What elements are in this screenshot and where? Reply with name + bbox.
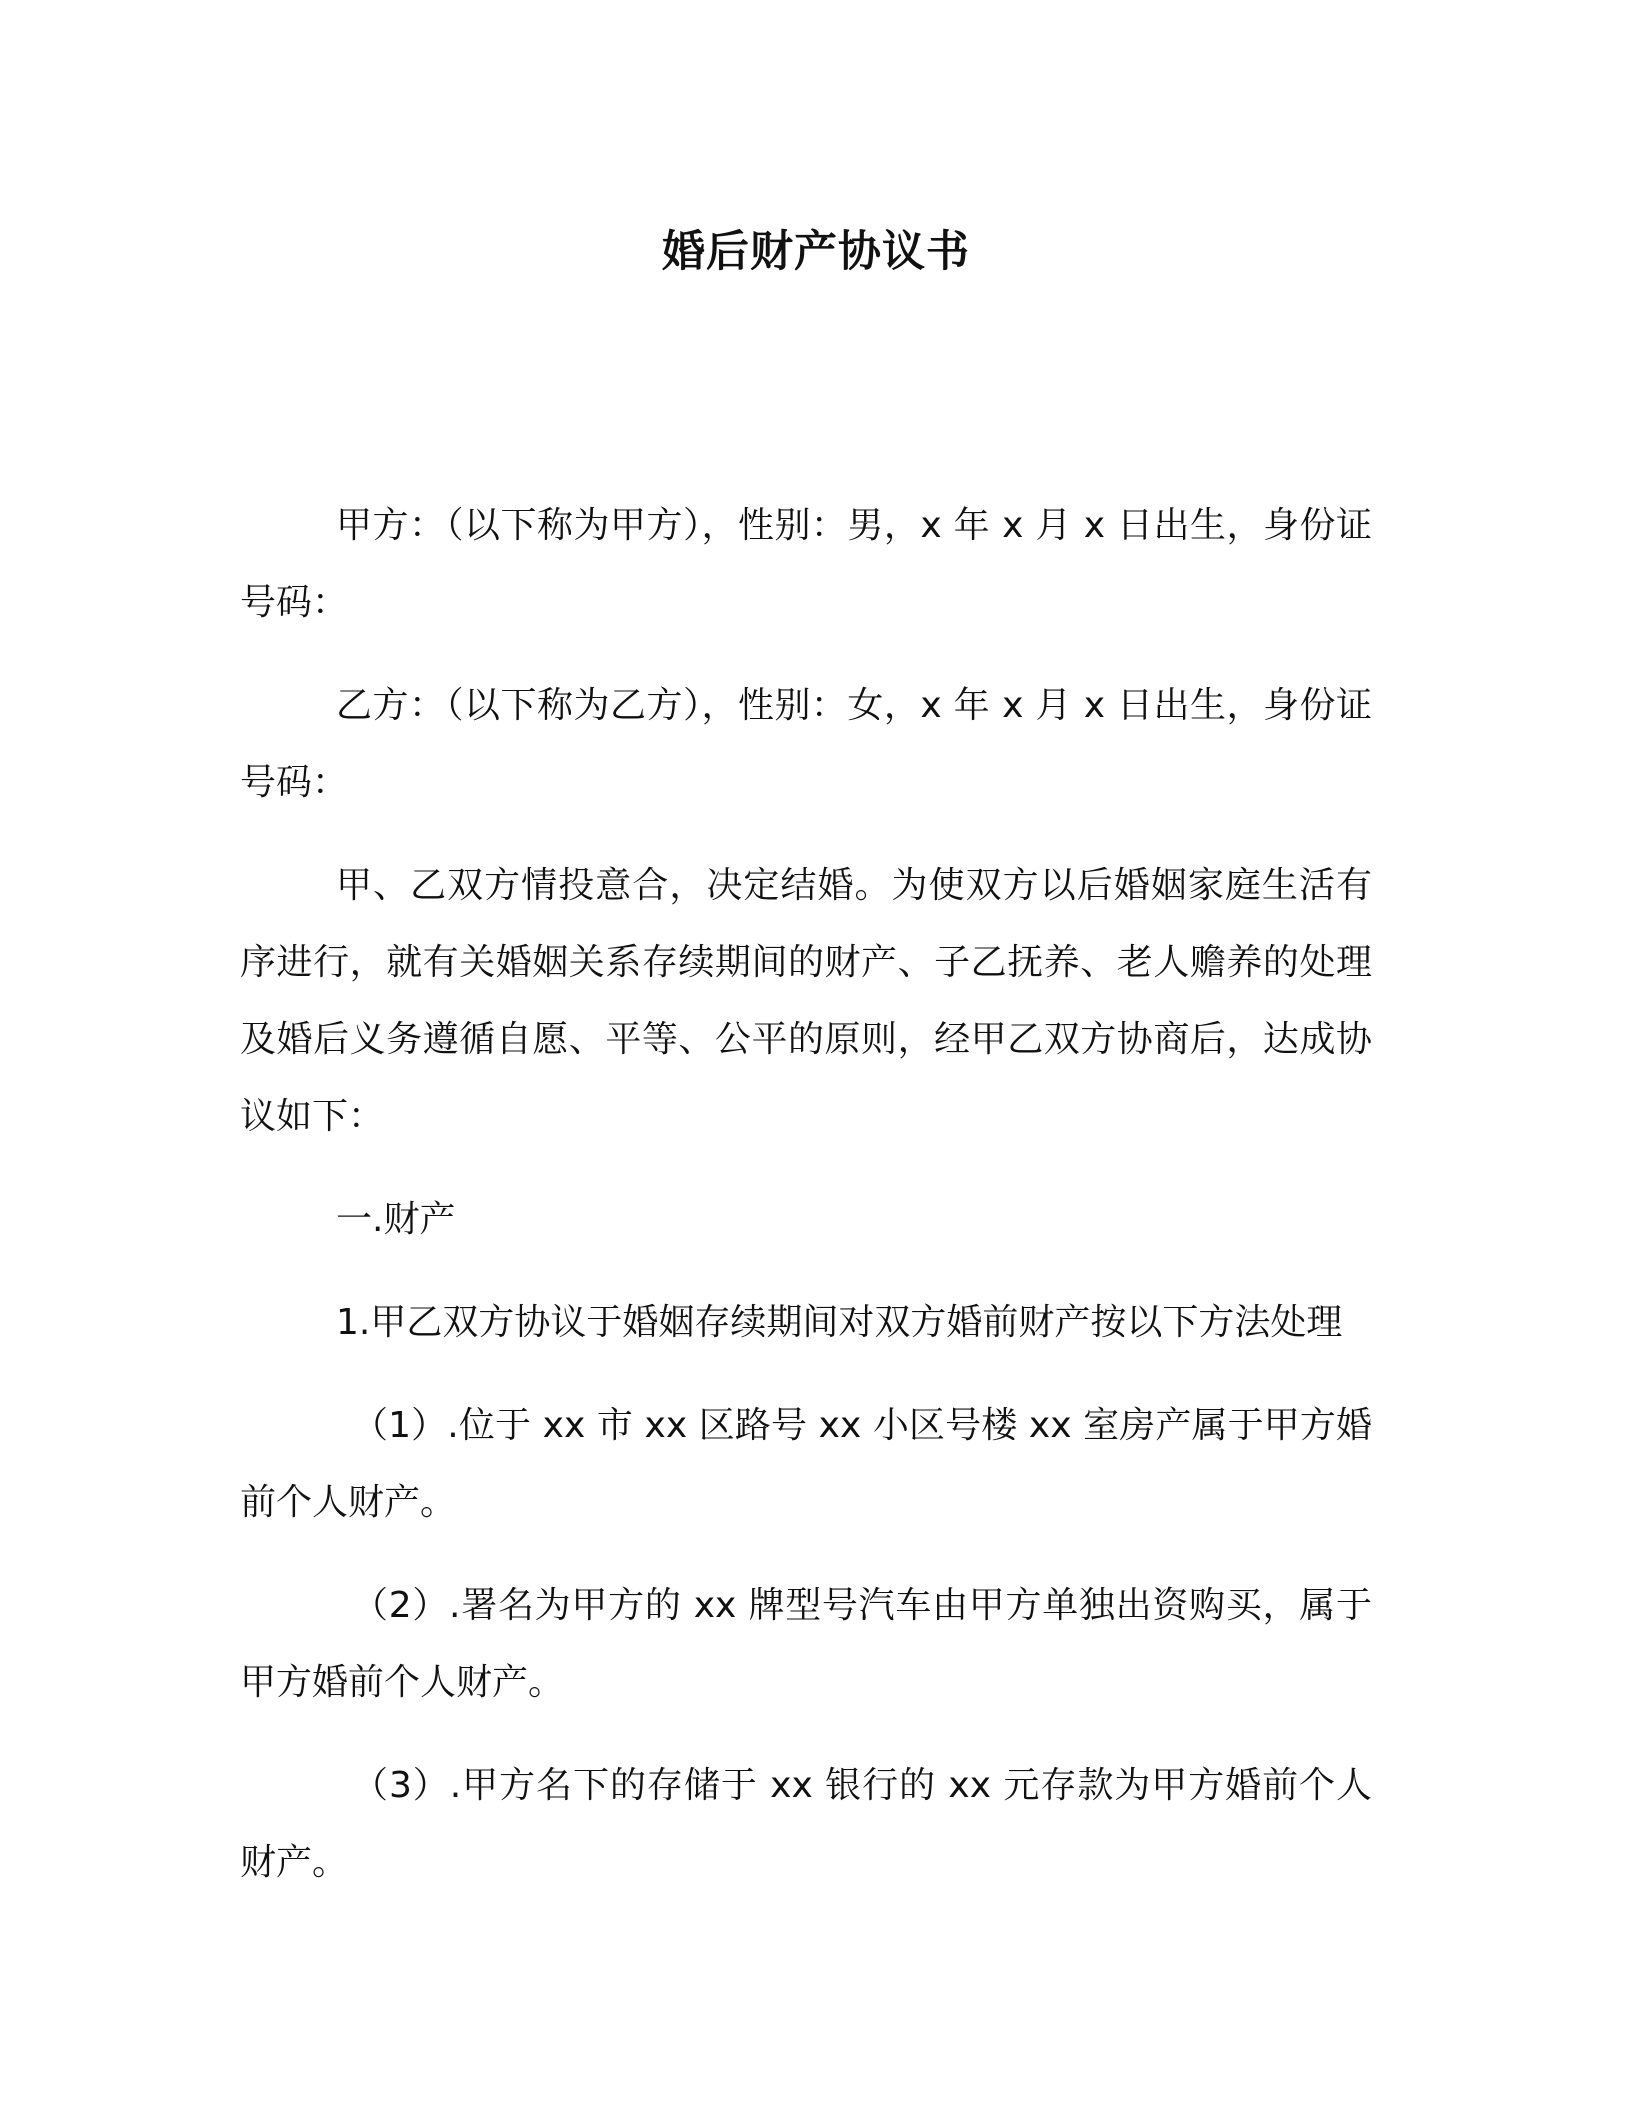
document-body: [240, 487, 1372, 1927]
section-heading-property: 一.财产: [336, 1199, 456, 1240]
clause-1-paragraph: 1.甲乙双方协议于婚姻存续期间对双方婚前财产按以下方法处理: [336, 1302, 1343, 1343]
party-b-paragraph: 乙方：（以下称为乙方），性别：女，x 年 x 月 x 日出生，身份证号码：: [240, 685, 1372, 803]
preamble-paragraph: 甲、乙双方情投意合，决定结婚。为使双方以后婚姻家庭生活有序进行，就有关婚姻关系存续期间的财产、子乙抚养、老人赡养的处理及婚后义务遵循自愿、平等、公平的原则，经甲乙双方协商后，达成协议如下：: [240, 865, 1372, 1137]
clause-item-1: （1）.位于 xx 市 xx 区路号 xx 小区号楼 xx 室房产属于甲方婚前个人财产。: [240, 1405, 1372, 1523]
clause-item-2: （2）.署名为甲方的 xx 牌型号汽车由甲方单独出资购买，属于甲方婚前个人财产。: [240, 1585, 1372, 1703]
clause-item-3: （3）.甲方名下的存储于 xx 银行的 xx 元存款为甲方婚前个人财产。: [240, 1765, 1372, 1883]
document-title: 婚后财产协议书: [662, 227, 970, 277]
party-a-paragraph: 甲方：（以下称为甲方），性别：男，x 年 x 月 x 日出生，身份证号码：: [240, 505, 1372, 623]
